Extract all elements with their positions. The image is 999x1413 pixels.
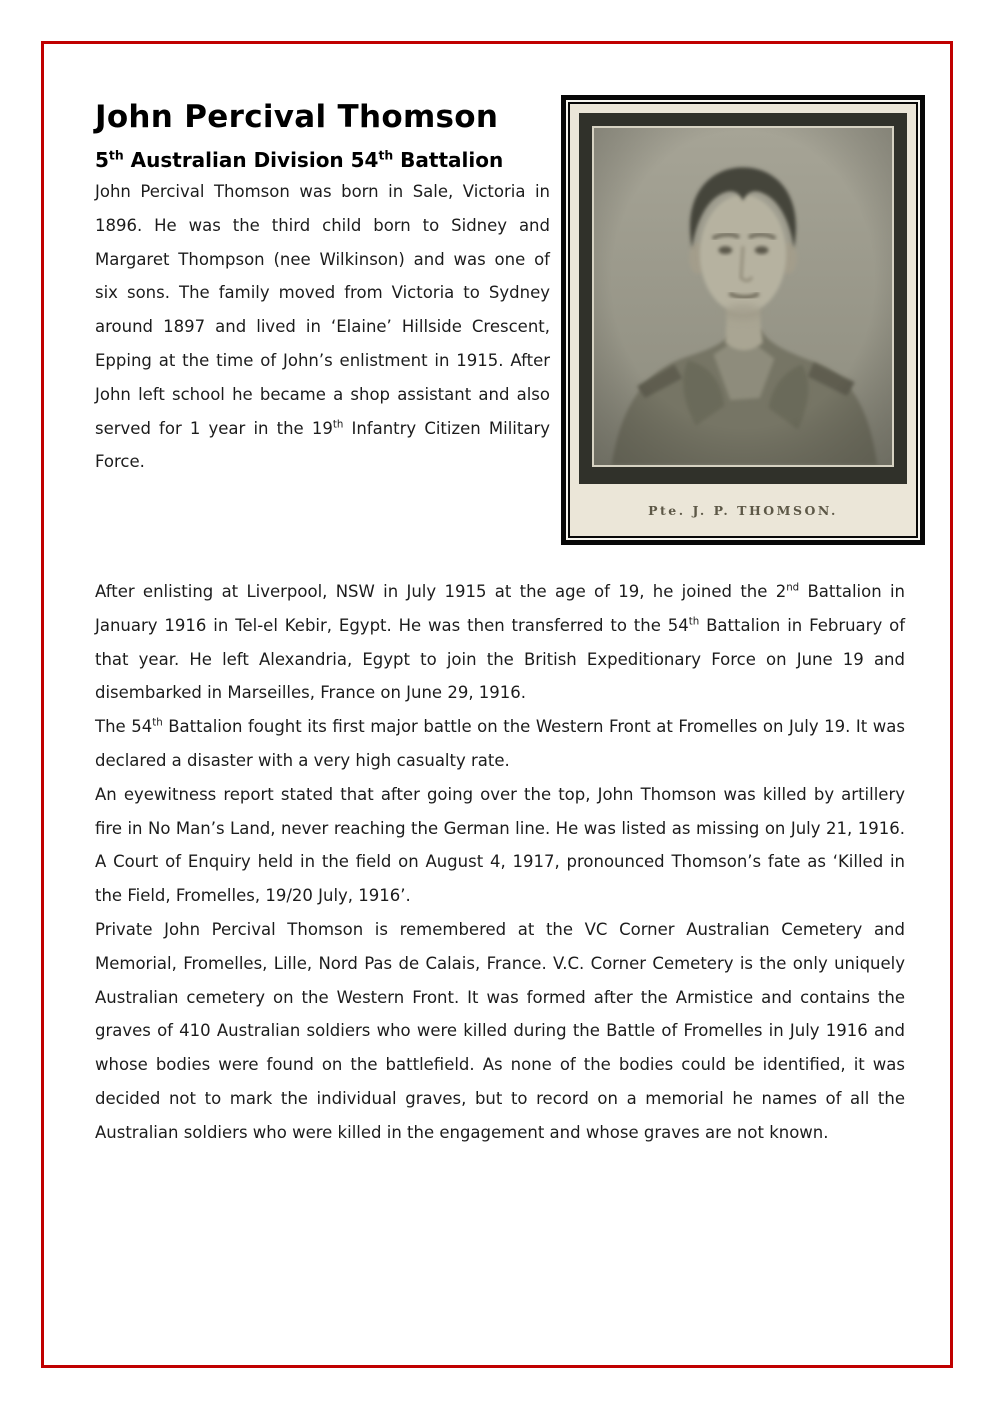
page-title: John Percival Thomson (95, 99, 499, 135)
paragraph-bio: John Percival Thomson was born in Sale, Victoria in 1896. He was the third child born to Sidney and Margaret Thompson (nee Wilkinson) and was one of six sons. The family moved from Victoria to Sydney around 1897 and lived in ‘Elaine’ Hillside Crescent, Epping at the time of John’s enlistment in 1915. After John left school he became a shop assistant and also served for 1 year in the 19th Infantry Citizen Military Force. (95, 182, 550, 472)
portrait-photo (592, 126, 894, 467)
paragraph-memorial: Private John Percival Thomson is remembered at the VC Corner Australian Cemetery and Memorial, Fromelles, Lille, Nord Pas de Calais, France. V.C. Corner Cemetery is the only uniquely Australian cemetery on the Western Front. It was formed after the Armistice and contains the graves of 410 Australian soldiers who were killed during the Battle of Fromelles in July 1916 and whose bodies were found on the battlefield. As none of the bodies could be identified, it was decided not to mark the individual graves, but to record on a memorial he names of all the Australian soldiers who were killed in the engagement and whose graves are not known. (95, 919, 905, 1142)
content-area (95, 92, 905, 1150)
portrait-print (579, 113, 907, 484)
photo-caption: Pte. J. P. THOMSON. (648, 502, 838, 518)
page-subtitle: 5th Australian Division 54th Battalion (95, 147, 504, 172)
paragraph-enlistment: After enlisting at Liverpool, NSW in July 1915 at the age of 19, he joined the 2nd Battalion in January 1916 in Tel-el Kebir, Egypt. He was then transferred to the 54th Battalion in February of that year. He left Alexandria, Egypt to join the British Expeditionary Force on June 19 and disembarked in Marseilles, France on June 29, 1916. (95, 582, 906, 703)
paragraph-eyewitness: An eyewitness report stated that after going over the top, John Thomson was killed by artillery fire in No Man’s Land, never reaching the German line. He was listed as missing on July 21, 1916. A Court of Enquiry held in the field on August 4, 1917, pronounced Thomson’s fate as ‘Killed in the Field, Fromelles, 19/20 July, 1916’. (95, 784, 905, 906)
soldier-portrait-illustration (594, 128, 892, 465)
newspaper-clipping (570, 104, 916, 536)
portrait-photo-frame (561, 95, 925, 545)
paragraph-battle: The 54th Battalion fought its first major battle on the Western Front at Fromelles on July 19. It was declared a disaster with a very high casualty rate. (95, 717, 905, 770)
